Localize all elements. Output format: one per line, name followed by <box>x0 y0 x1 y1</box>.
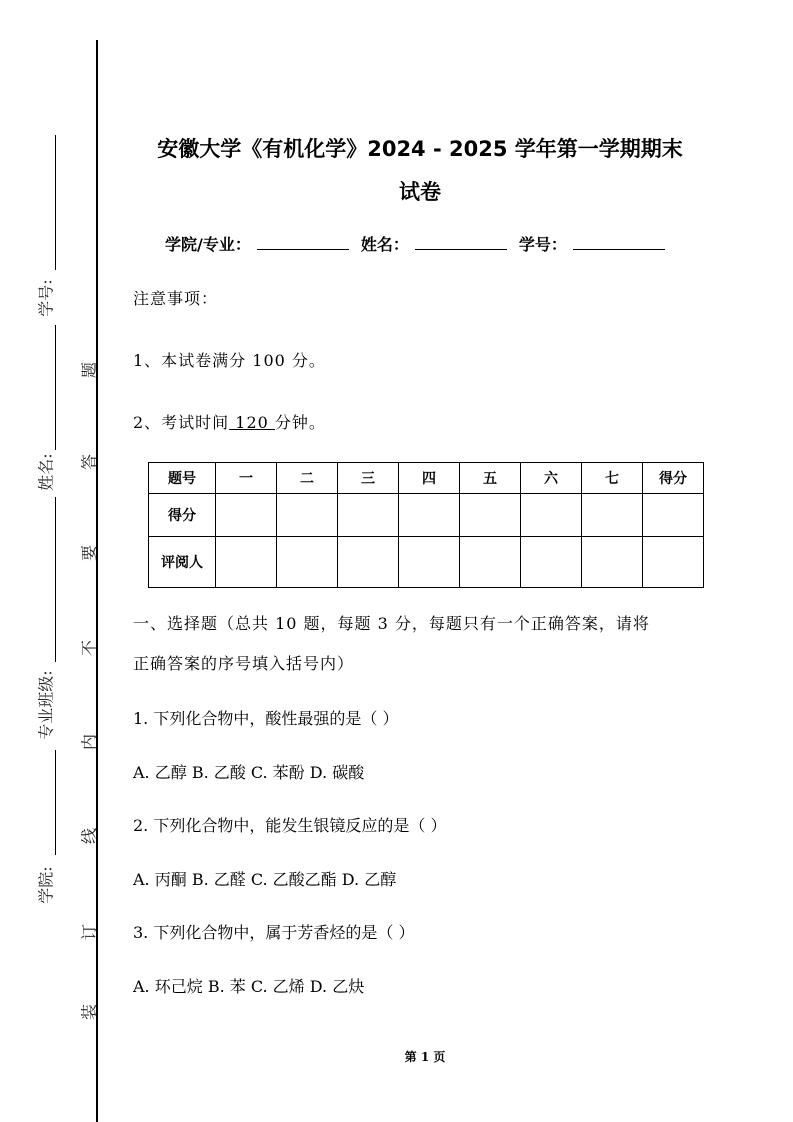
table-header: 四 <box>399 463 460 494</box>
field-line <box>55 135 56 270</box>
page-number: 第 1 页 <box>404 1050 446 1064</box>
question: 1. 下列化合物中，酸性最强的是（ ） <box>133 709 399 728</box>
note-text: 2、考试时间 <box>133 413 230 432</box>
question: 3. 下列化合物中，属于芳香烃的是（ ） <box>133 923 415 942</box>
exam-duration: 120 <box>229 413 275 432</box>
page-title-line2: 试卷 <box>399 180 441 204</box>
seal-char: 线 <box>79 827 99 845</box>
seal-char: 题 <box>79 361 99 379</box>
table-header: 三 <box>338 463 399 494</box>
margin-class-label: 专业班级: <box>36 670 56 740</box>
question-options: A. 丙酮 B. 乙醛 C. 乙酸乙酯 D. 乙醇 <box>133 870 397 889</box>
margin-name-label: 姓名: <box>36 453 56 491</box>
table-header: 题号 <box>149 463 216 494</box>
table-header: 六 <box>521 463 582 494</box>
table-header: 得分 <box>643 463 704 494</box>
student-info-row <box>165 232 677 255</box>
seal-char: 不 <box>79 639 99 657</box>
seal-char: 要 <box>79 544 99 562</box>
section-heading: 一、选择题（总共 10 题，每题 3 分，每题只有一个正确答案，请将 <box>133 614 650 633</box>
seal-char: 装 <box>79 1003 99 1021</box>
note-item <box>133 410 326 433</box>
margin-id-label: 学号: <box>36 279 56 317</box>
seal-char: 答 <box>79 453 99 471</box>
table-header: 七 <box>582 463 643 494</box>
question-options: A. 乙醇 B. 乙酸 C. 苯酚 D. 碳酸 <box>133 763 365 782</box>
row-label: 得分 <box>149 494 216 537</box>
row-label: 评阅人 <box>149 537 216 588</box>
note-item: 1、本试卷满分 100 分。 <box>133 351 326 370</box>
notes-heading: 注意事项： <box>133 289 219 308</box>
id-blank[interactable] <box>573 233 665 250</box>
score-table <box>148 462 704 588</box>
note-text: 分钟。 <box>274 413 326 432</box>
field-line <box>55 750 56 855</box>
id-label: 学号： <box>518 235 567 254</box>
binding-line <box>96 40 98 1122</box>
seal-char: 内 <box>79 733 99 751</box>
question: 2. 下列化合物中，能发生银镜反应的是（ ） <box>133 816 447 835</box>
field-line <box>55 497 56 662</box>
college-blank[interactable] <box>257 233 349 250</box>
table-header: 一 <box>216 463 277 494</box>
page-title: 安徽大学《有机化学》2024 - 2025 学年第一学期期末 <box>157 137 683 161</box>
table-header: 二 <box>277 463 338 494</box>
name-blank[interactable] <box>415 233 507 250</box>
seal-char: 订 <box>79 923 99 941</box>
margin-college-label: 学院: <box>36 866 56 904</box>
name-label: 姓名： <box>360 235 409 254</box>
question-options: A. 环己烷 B. 苯 C. 乙烯 D. 乙炔 <box>133 977 365 996</box>
table-header: 五 <box>460 463 521 494</box>
section-heading-cont: 正确答案的序号填入括号内） <box>133 654 355 673</box>
college-label: 学院/专业： <box>165 235 251 254</box>
field-line <box>55 325 56 450</box>
